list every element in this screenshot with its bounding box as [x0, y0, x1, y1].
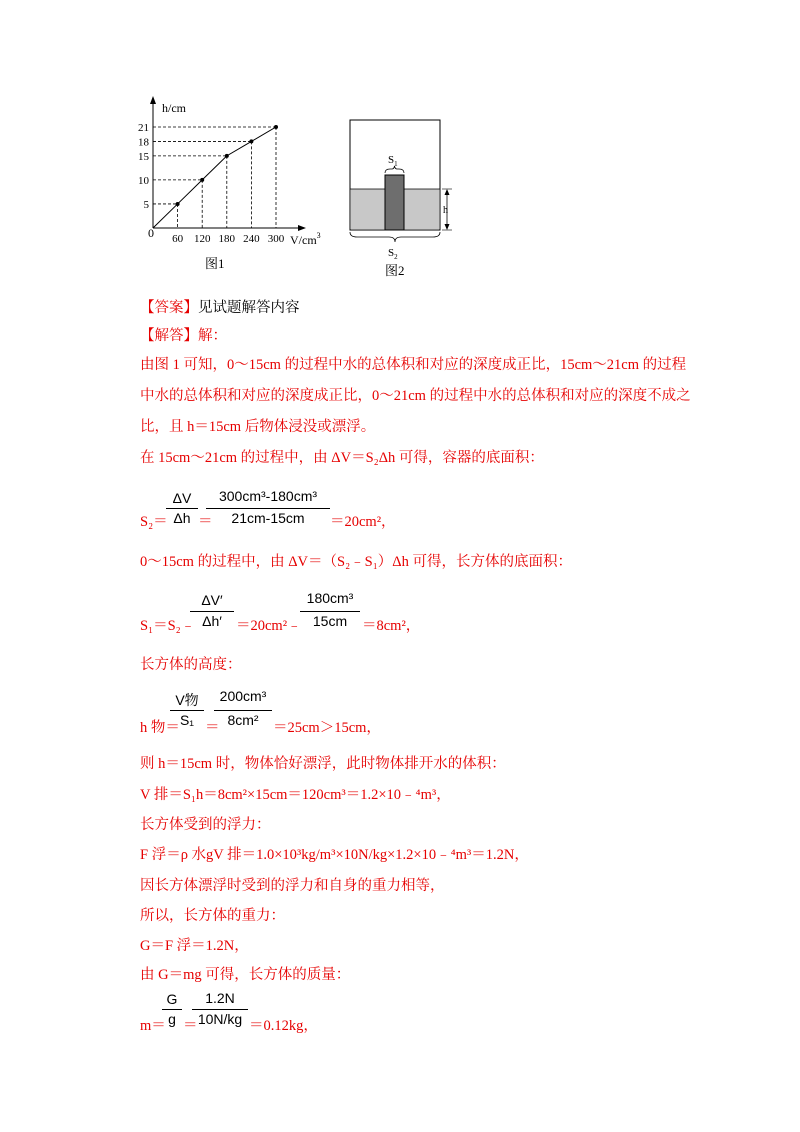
- h-arrow-top: [445, 189, 450, 195]
- solution-line-10: 则 h＝15cm 时，物体恰好漂浮，此时物体排开水的体积：: [140, 756, 506, 772]
- eq-h-f2-num: 200cm³: [219, 688, 267, 704]
- analysis-line: [140, 326, 227, 346]
- data-point: [225, 154, 229, 158]
- eq-s1-mid: ＝20cm²﹣: [236, 618, 302, 634]
- eq-s1-f1-bar: [190, 611, 234, 612]
- y-axis-label: h/cm: [162, 101, 186, 115]
- x-tick-label: 120: [193, 233, 211, 245]
- eq-s2-f1-bar: [166, 508, 198, 509]
- eq-s2-f1-num: ΔV: [172, 490, 192, 506]
- x-tick-label: 240: [243, 233, 260, 245]
- answer-text: 见试题解答内容: [198, 300, 300, 316]
- h-arrow-bottom: [445, 224, 450, 230]
- eq-s2-f2-num: 300cm³-180cm³: [218, 488, 318, 504]
- eq-m-lhs: m＝: [140, 1018, 166, 1034]
- solution-line-11: V 排＝S₁h＝8cm²×15cm＝120cm³＝1.2×10﹣⁴m³，: [140, 787, 451, 803]
- eq-m-result: ＝0.12kg，: [249, 1018, 318, 1034]
- eq-m-f1-bar: [162, 1009, 182, 1010]
- s2-brace: [350, 232, 440, 242]
- solution-line-1: 由图 1 可知，0～15cm 的过程中水的总体积和对应的深度成正比，15cm～21cm 的过程: [140, 357, 687, 373]
- figure-1-chart: [130, 90, 350, 275]
- eq-m-f1-num: G: [166, 991, 178, 1007]
- solution-line-17: 由 G＝mg 可得，长方体的质量：: [140, 967, 351, 983]
- x-tick-label: 180: [218, 233, 236, 245]
- solution-line-16: G＝F 浮＝1.2N，: [140, 938, 249, 954]
- eq-m-eq1: ＝: [183, 1018, 198, 1034]
- eq-m-f1-den: g: [168, 1011, 176, 1027]
- solution-line-15: 所以，长方体的重力：: [140, 908, 285, 924]
- origin-label: 0: [148, 226, 154, 240]
- analysis-tag: 【解答】: [140, 328, 198, 344]
- y-tick-label: 15: [138, 150, 149, 163]
- solution-line-6: 0～15cm 的过程中，由 ΔV＝（S₂﹣S₁）Δh 可得，长方体的底面积：: [140, 554, 572, 570]
- eq-m-f2-den: 10N/kg: [197, 1011, 243, 1027]
- series-line: [153, 127, 276, 228]
- eq-h-f2-bar: [214, 710, 272, 711]
- s1-label: $S_1$: [388, 154, 398, 168]
- data-point: [274, 125, 278, 129]
- eq-s1-f2-num: 180cm³: [306, 590, 354, 606]
- analysis-text: 解：: [198, 328, 227, 344]
- eq-h-f2-den: 8cm²: [227, 712, 259, 728]
- cuboid: [385, 175, 404, 230]
- answer-tag: 【答案】: [140, 300, 198, 316]
- answer-line: [140, 298, 300, 318]
- y-tick-label: 5: [143, 198, 149, 211]
- eq-s2-lhs: S₂＝: [140, 514, 168, 530]
- s2-label: $S_2$: [388, 247, 398, 261]
- x-axis-label: $V/cm^3$: [290, 231, 321, 247]
- eq-s2-result: ＝20cm²，: [330, 514, 396, 530]
- data-point: [176, 202, 180, 206]
- y-tick-label: 10: [138, 174, 149, 187]
- eq-s1-lhs: S₁＝S₂﹣: [140, 618, 196, 634]
- data-point: [249, 139, 253, 143]
- eq-s1-result: ＝8cm²，: [362, 618, 421, 634]
- y-tick-label: 18: [138, 136, 149, 149]
- eq-h-f1-num: V物: [175, 692, 199, 708]
- figure-1-caption: 图1: [205, 256, 225, 271]
- solution-line-2: 中水的总体积和对应的深度成正比，0～21cm 的过程中水的总体积和对应的深度不成之: [140, 388, 691, 404]
- h-label: h: [443, 205, 448, 216]
- solution-line-8: 长方体的高度：: [140, 657, 242, 673]
- y-axis-arrow: [150, 96, 156, 104]
- x-tick-label: 60: [172, 233, 184, 245]
- solution-line-4: 在 15cm～21cm 的过程中，由 ΔV＝S₂Δh 可得，容器的底面积：: [140, 450, 544, 466]
- eq-s2-f2-den: 21cm-15cm: [231, 510, 305, 526]
- figure-2-diagram: [345, 115, 465, 285]
- eq-s1-f1-den: Δh′: [202, 613, 222, 629]
- eq-h-f1-den: S₁: [179, 712, 195, 728]
- solution-line-14: 因长方体漂浮时受到的浮力和自身的重力相等，: [140, 878, 445, 894]
- eq-s1-f1-num: ΔV′: [201, 592, 223, 608]
- eq-m-f2-bar: [192, 1009, 248, 1010]
- eq-s2-eq1: ＝: [198, 514, 213, 530]
- solution-line-13: F 浮＝ρ 水gV 排＝1.0×10³kg/m³×10N/kg×1.2×10﹣⁴m³＝1.2N，: [140, 847, 529, 863]
- eq-s2-f2-bar: [206, 508, 330, 509]
- y-tick-label: 21: [138, 122, 149, 134]
- eq-h-lhs: h 物＝: [140, 720, 180, 736]
- solution-line-12: 长方体受到的浮力：: [140, 817, 271, 833]
- figure-2-caption: 图2: [385, 263, 405, 278]
- eq-s1-f2-den: 15cm: [312, 613, 348, 629]
- eq-h-eq1: ＝: [205, 720, 220, 736]
- x-axis-arrow: [298, 225, 306, 231]
- x-tick-label: 300: [267, 233, 285, 245]
- eq-h-result: ＝25cm＞15cm，: [273, 720, 381, 736]
- eq-m-f2-num: 1.2N: [205, 990, 235, 1006]
- eq-h-f1-bar: [170, 710, 204, 711]
- data-point: [200, 178, 204, 182]
- solution-line-3: 比，且 h＝15cm 后物体浸没或漂浮。: [140, 419, 376, 435]
- eq-s1-f2-bar: [300, 611, 360, 612]
- eq-s2-f1-den: Δh: [173, 510, 191, 526]
